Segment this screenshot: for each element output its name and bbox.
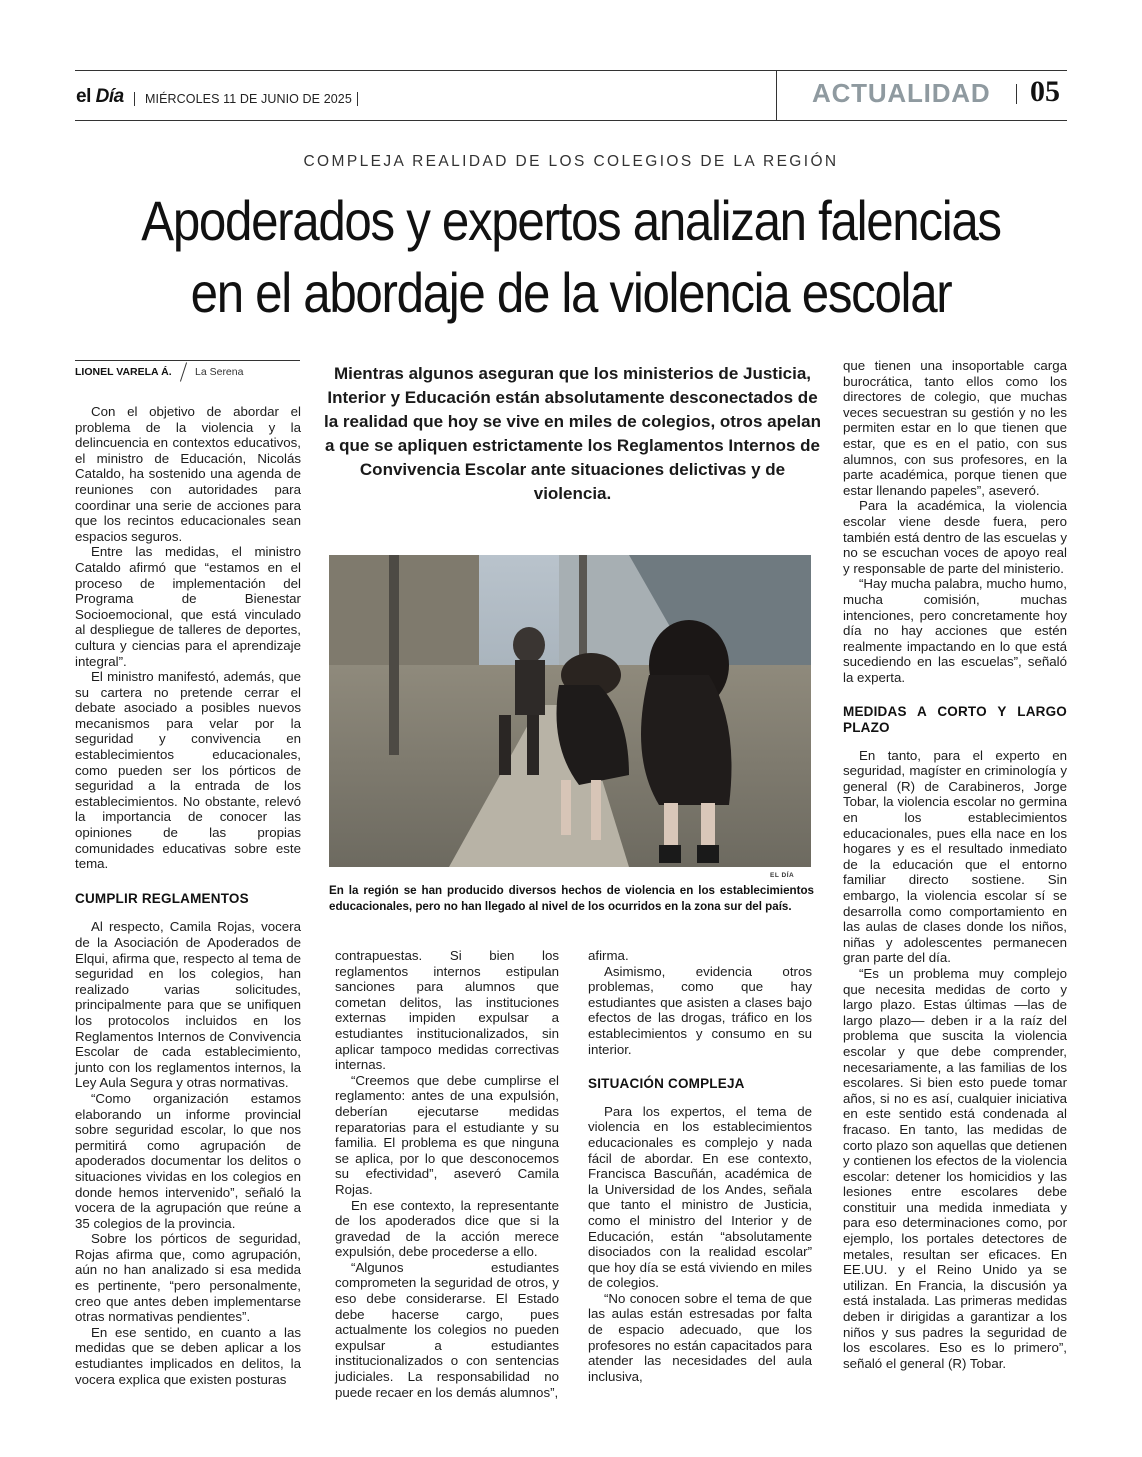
kicker: COMPLEJA REALIDAD DE LOS COLEGIOS DE LA REGIÓN [303, 153, 839, 170]
paragraph: contrapuestas. Si bien los reglamentos internos estipulan sanciones para alumnos que cometan delitos, las instituciones externas impiden expulsar a estudiantes institucionalizados, sin aplicar tampoco medidas correctivas internas. [335, 948, 559, 1073]
photo-caption: En la región se han producido diversos hechos de violencia en los establecimientos educacionales, pero no han llegado al nivel de los ocurridos en la zona sur del país. [329, 884, 814, 913]
issue-date: MIÉRCOLES 11 DE JUNIO DE 2025 [145, 92, 352, 106]
headline [121, 185, 1020, 329]
dateline-city: La Serena [195, 366, 244, 378]
section-name: ACTUALIDAD [812, 78, 991, 108]
paragraph: En ese contexto, la representante de los apoderados dice que si la gravedad de la acción merece expulsión, debe procederse a ello. [335, 1197, 559, 1260]
author: LIONEL VARELA Á. [75, 366, 172, 378]
divider [1016, 84, 1017, 104]
photo-illustration [329, 555, 811, 867]
divider [357, 92, 358, 106]
paragraph: Asimismo, evidencia otros problemas, como que hay estudiantes que asisten a clases bajo efectos de las drogas, tráfico en los establecimientos y consumo en su interior. [588, 963, 812, 1057]
lead-paragraph: Mientras algunos aseguran que los ministerios de Justicia, Interior y Educación están absolutamente desconectados de la realidad que hoy se vive en miles de colegios, otros apelan a que se apliquen estrictamente los Reglamentos Internos de Convivencia Escolar ante situaciones delictivas y de violencia. [324, 364, 821, 503]
paragraph: Entre las medidas, el ministro Cataldo afirmó que “estamos en el proceso de implementación del Programa de Bienestar Socioemocional, que está vinculado al despliegue de talleres de deportes, cultura y ciencias para el aprendizaje integral”. [75, 544, 301, 669]
paragraph: En ese sentido, en cuanto a las medidas que se deben aplicar a los estudiantes implicados en delitos, la vocera explica que existen posturas [75, 1324, 301, 1387]
paragraph: “Creemos que debe cumplirse el reglamento: antes de una expulsión, deberían ejecutarse medidas reparatorias para el estudiante y su familia. El problema es que ninguna se aplica, por lo que desconocemos su efectividad”, aseveró Camila Rojas. [335, 1072, 559, 1197]
top-rule [75, 70, 1067, 71]
divider [134, 92, 135, 106]
column-4 [843, 358, 1067, 1371]
paragraph: Para los expertos, el tema de violencia en los establecimientos educacionales es complejo y nada fácil de abordar. En ese contexto, Francisca Bascuñán, académica de la Universidad de los Andes, señala que tanto el ministro de Justicia, como el ministro del Interior y de Educación, están “absolutamente disociados con la realidad escolar” que hoy día se está viviendo en miles de colegios. [588, 1103, 812, 1291]
headline-line-2: en el abordaje de la violencia escolar [190, 261, 952, 324]
paragraph: En tanto, para el experto en seguridad, magíster en criminología y general (R) de Carabineros, Jorge Tobar, la violencia escolar no germina en los establecimientos educacionales, pues ella nace en los hogares y es el resultado inmediato de la educación que el entorno familiar directo sostiene. Sin embargo, la violencia escolar sí se desarrolla como comportamiento en las aulas de clases donde los niños, niñas y adolescentes permanecen gran parte del día. [843, 747, 1067, 966]
paragraph: “No conocen sobre el tema de que las aulas están estresadas por falta de espacio adecuado, que los profesores no están capacitados para atender las necesidades del aula inclusiva, [588, 1290, 812, 1384]
header-rule [75, 120, 1067, 121]
paragraph: Al respecto, Camila Rojas, vocera de la Asociación de Apoderados de Elqui, afirma que, respecto al tema de seguridad en los colegios, han realizado varias solicitudes, principalmente para que se unifiquen los protocolos incluidos en los Reglamentos Internos de Convivencia Escolar de cada establecimiento, junto con los reglamentos internos, la Ley Aula Segura y otras normativas. [75, 919, 301, 1091]
paragraph: afirma. [588, 948, 629, 963]
subheading: CUMPLIR REGLAMENTOS [75, 890, 249, 906]
column-3 [588, 948, 812, 1384]
paragraph: “Hay mucha palabra, mucho humo, mucha comisión, muchas intenciones, pero concretamente hoy día no hay acciones que estén realmente impactando en lo que está sucediendo en las escuelas”, señaló la experta. [843, 576, 1067, 685]
paragraph: “Como organización estamos elaborando un informe provincial sobre seguridad escolar, lo que nos permitirá como agrupación de apoderados documentar los delitos o situaciones vividas en los colegios en donde hemos intervenido”, señaló la vocera de la agrupación que reúne a 35 colegios de la provincia. [75, 1090, 301, 1231]
paragraph: Con el objetivo de abordar el problema de la violencia y la delincuencia en contextos educativos, el ministro de Educación, Nicolás Cataldo, ha sostenido una agenda de reuniones con autoridades para coordinar una serie de acciones para que los recintos educacionales sean espacios seguros. [75, 404, 301, 544]
subheading: SITUACIÓN COMPLEJA [588, 1076, 745, 1092]
paragraph: El ministro manifestó, además, que su cartera no pretende cerrar el debate asociado a posibles nuevos mecanismos para velar por la seguridad y convivencia en establecimientos educacionales, como pueden ser los pórticos de seguridad a la entrada de los establecimientos. No obstante, relevó la importancia de conocer las opiniones de las propias comunidades educativas sobre este tema. [75, 669, 301, 872]
paragraph: “Es un problema muy complejo que necesita medidas de corto y largo plazo. Estas últimas —las de largo plazo— deben ir a la raíz del problema que suscita la violencia escolar y que debe comprender, necesariamente, a las familias de los escolares. Si bien esto puede tomar años, si no es así, cualquier iniciativa en este sentido está condenada al fracaso. En tanto, las medidas de corto plazo son aquellas que detienen y contienen los efectos de la violencia escolar: detener los homicidios y las lesiones entre escolares debe constituir una medida inmediata y para eso determinaciones como, por ejemplo, los portales detectores de metales, resultan ser eficaces. En EE.UU. y el Reino Unido ya se utilizan. En Francia, la discusión ya está instalada. Las primeras medidas deben ir dirigidas a garantizar a los niños y sus padres la seguridad de los escolares. Eso es lo primero”, señaló el general (R) Tobar. [843, 965, 1067, 1371]
paragraph: “Algunos estudiantes comprometen la seguridad de otros, y eso debe considerarse. El Estado debe hacerse cargo, pues actualmente los colegios no pueden expulsar a estudiantes institucionalizados o con sentencias judiciales. La responsabilidad no puede recaer en los demás alumnos”, [335, 1259, 559, 1400]
column-1 [75, 404, 301, 1387]
newspaper-logo[interactable]: el Día [76, 86, 124, 107]
paragraph: Para la académica, la violencia escolar viene desde fuera, pero también está dentro de las escuelas y no se escuchan voces de apoyo real y responsable de parte del ministerio. [843, 498, 1067, 576]
section-divider [776, 70, 777, 121]
page-number: 05 [1030, 75, 1060, 108]
headline-line-1: Apoderados y expertos analizan falencias [141, 189, 1001, 252]
subheading: MEDIDAS A CORTO Y LARGO PLAZO [843, 704, 1067, 736]
byline-slash [180, 362, 187, 381]
paragraph: Sobre los pórticos de seguridad, Rojas afirma que, como agrupación, aún no han analizado si esa medida es pertinente, “pero personalmente, creo que antes deben implementarse otras normativas pendientes”. [75, 1231, 301, 1325]
article-photo[interactable] [329, 555, 811, 867]
byline-rule [75, 360, 300, 361]
photo-credit: EL DÍA [770, 872, 795, 879]
column-2 [335, 948, 559, 1400]
paragraph: que tienen una insoportable carga burocrática, tanto ellos como los directores de colegio, que muchas veces secuestran su gestión y no les permiten estar en lo que tienen que estar, que es en el patio, con sus alumnos, con sus profesores, en la parte académica, porque tienen que estar llenando papeles”, aseveró. [843, 358, 1067, 498]
